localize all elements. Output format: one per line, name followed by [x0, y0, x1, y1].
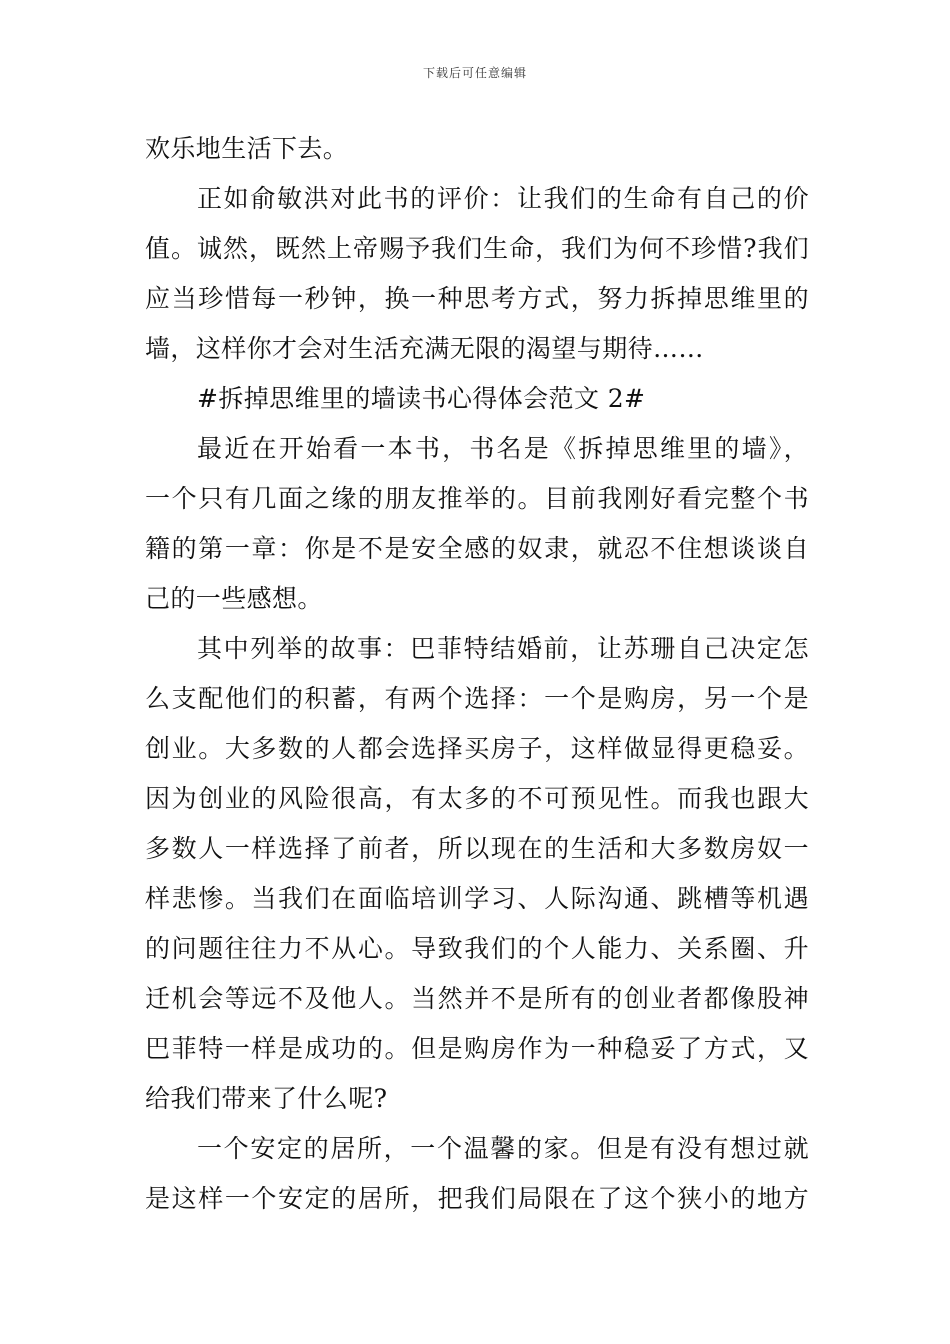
text-line: 创业。大多数的人都会选择买房子，这样做显得更稳妥。: [145, 734, 809, 763]
text-line: 给我们带来了什么呢?: [145, 1084, 388, 1113]
text-line: 巴菲特一样是成功的。但是购房作为一种稳妥了方式，又: [145, 1034, 809, 1063]
text-line: 其中列举的故事：巴菲特结婚前，让苏珊自己决定怎: [197, 634, 809, 663]
text-line: 是这样一个安定的居所，把我们局限在了这个狭小的地方: [145, 1184, 809, 1213]
page-header: 下载后可任意编辑: [422, 66, 527, 80]
text-line: 样悲惨。当我们在面临培训学习、人际沟通、跳槽等机遇: [145, 884, 809, 913]
body-text: [145, 124, 809, 1224]
text-line: 多数人一样选择了前者，所以现在的生活和大多数房奴一: [145, 834, 809, 863]
text-line: 欢乐地生活下去。: [145, 134, 349, 163]
text-line: 的问题往往力不从心。导致我们的个人能力、关系圈、升: [145, 934, 809, 963]
text-line: 墙，这样你才会对生活充满无限的渴望与期待……: [145, 334, 704, 363]
text-line: 迁机会等远不及他人。当然并不是所有的创业者都像股神: [145, 984, 809, 1013]
text-line: 应当珍惜每一秒钟，换一种思考方式，努力拆掉思维里的: [145, 284, 809, 313]
text-line: 己的一些感想。: [145, 584, 323, 613]
text-line: 籍的第一章：你是不是安全感的奴隶，就忍不住想谈谈自: [145, 534, 809, 563]
text-line: 最近在开始看一本书，书名是《拆掉思维里的墙》，: [197, 434, 809, 463]
text-line: 一个安定的居所，一个温馨的家。但是有没有想过就: [197, 1134, 809, 1163]
text-line: 一个只有几面之缘的朋友推举的。目前我刚好看完整个书: [145, 484, 809, 513]
text-line: 因为创业的风险很高，有太多的不可预见性。而我也跟大: [145, 784, 809, 813]
text-line: 么支配他们的积蓄，有两个选择：一个是购房，另一个是: [145, 684, 809, 713]
text-line: #拆掉思维里的墙读书心得体会范文 2#: [197, 384, 646, 413]
text-line: 值。诚然，既然上帝赐予我们生命，我们为何不珍惜?我们: [145, 234, 809, 263]
text-line: 正如俞敏洪对此书的评价：让我们的生命有自己的价: [197, 184, 809, 213]
